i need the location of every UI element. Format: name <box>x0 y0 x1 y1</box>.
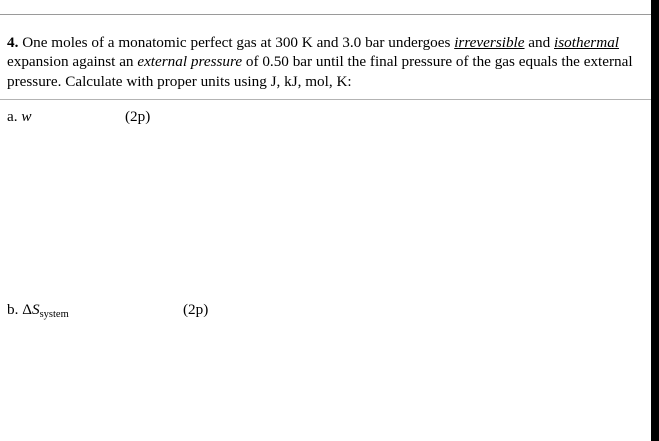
question-text-4: of 0.50 bar until the final pressure of the gas equals the external pressure. Calculate with proper units using J, kJ, mol, K: <box>7 53 633 90</box>
part-a-points: (2p) <box>125 108 151 125</box>
part-b-subscript: system <box>39 309 69 320</box>
part-b-points: (2p) <box>183 301 209 318</box>
question-text-3: expansion against an <box>7 53 138 71</box>
question-text-2: and <box>524 34 555 51</box>
part-b-prefix: b. Δ <box>7 301 32 318</box>
question-divider <box>0 99 651 100</box>
part-b-symbol: S <box>31 301 40 318</box>
part-a-label <box>7 108 31 126</box>
part-b-label <box>7 301 69 324</box>
term-isothermal: isothermal <box>554 34 620 51</box>
question-4 <box>7 33 647 91</box>
question-number: 4. <box>7 34 19 51</box>
top-divider <box>0 0 651 15</box>
term-irreversible: irreversible <box>454 34 525 51</box>
question-text-1: One moles of a monatomic perfect gas at 300 K and 3.0 bar undergoes <box>18 34 455 51</box>
part-a-symbol: w <box>21 108 32 125</box>
term-external-pressure: external pressure <box>137 53 243 71</box>
part-a-prefix: a. <box>7 108 22 125</box>
